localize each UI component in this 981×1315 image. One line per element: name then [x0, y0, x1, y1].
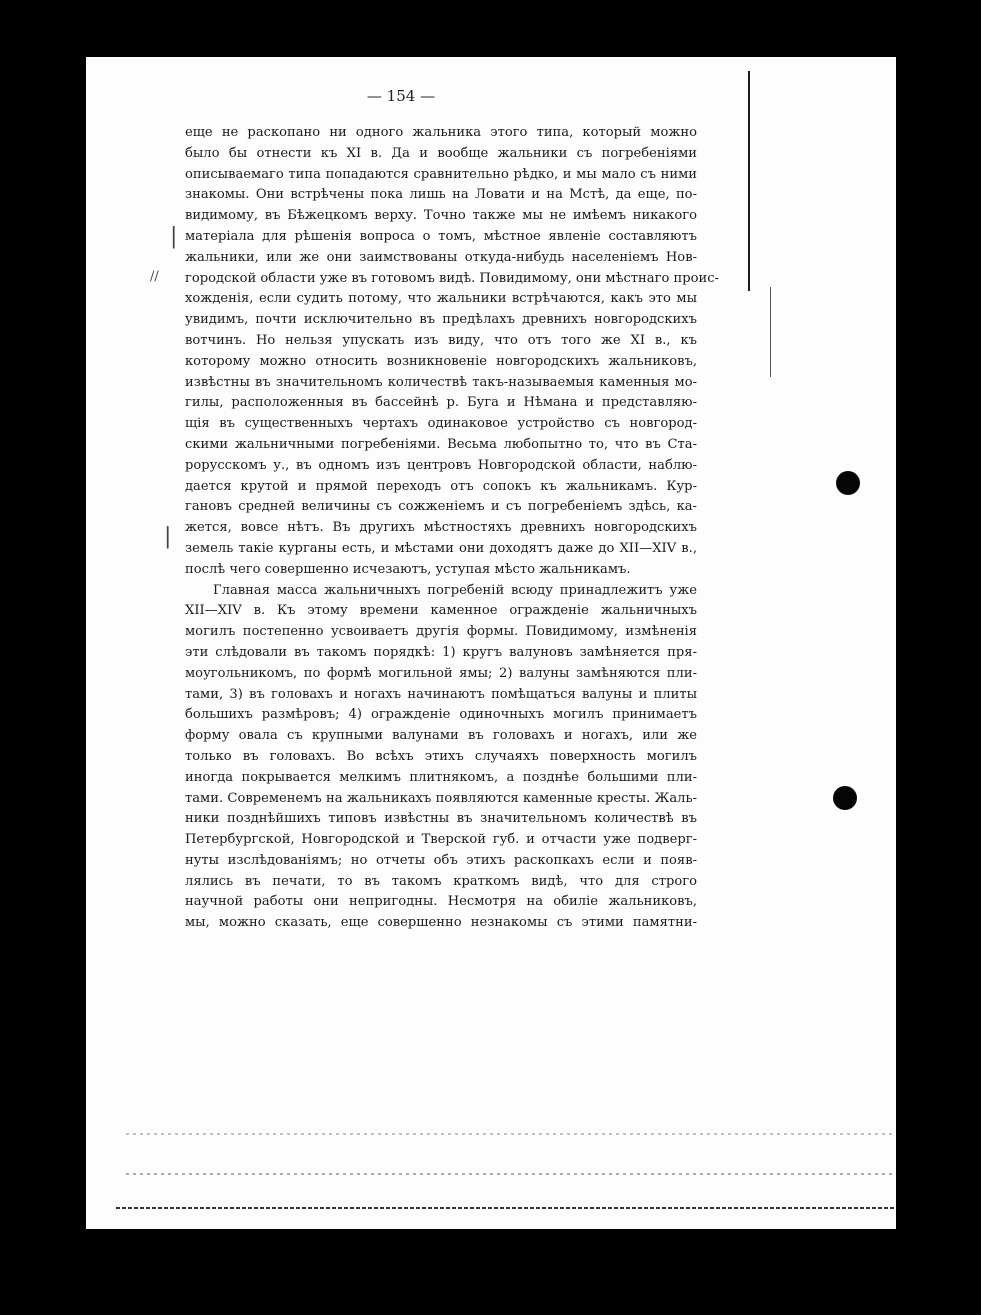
scan-artifact	[126, 1133, 896, 1135]
text-line: извѣстны въ значительномъ количествѣ такъ-называемыя каменныя мо-	[185, 374, 697, 390]
text-line: было бы отнести къ XI в. Да и вообще жальники съ погребеніями	[185, 145, 697, 161]
text-line: только въ головахъ. Во всѣхъ этихъ случаяхъ поверхность могилъ	[185, 748, 697, 764]
text-line: гановъ средней величины съ сожженіемъ и съ погребеніемъ здѣсь, ка-	[185, 499, 697, 515]
margin-annotation-bar-upper: |	[170, 224, 178, 249]
text-line: тами. Современемъ на жальникахъ появляются каменные кресты. Жаль-	[185, 790, 697, 806]
text-line: большихъ размѣровъ; 4) огражденіе одиночныхъ могилъ принимаетъ	[185, 707, 697, 723]
text-line: матеріала для рѣшенія вопроса о томъ, мѣстное явленіе составляютъ	[185, 228, 697, 244]
text-line: мы, можно сказать, еще совершенно незнакомы съ этими памятни-	[185, 915, 697, 931]
text-line: научной работы они непригодны. Несмотря на обиліе жальниковъ,	[185, 894, 697, 910]
margin-annotation: //	[150, 269, 159, 284]
body-text	[185, 123, 719, 934]
paragraph-2	[185, 581, 697, 935]
punch-hole	[833, 786, 857, 810]
text-line: еще не раскопано ни одного жальника этого типа, который можно	[185, 125, 697, 140]
text-line: земель такіе курганы есть, и мѣстами они доходятъ даже до XII—XIV в.,	[185, 540, 697, 556]
text-line: XII—XIV в. Къ этому времени каменное огражденіе жальничныхъ	[185, 603, 697, 619]
text-line: нуты изслѣдованіямъ; но отчеты объ этихъ раскопкахъ если и появ-	[185, 852, 697, 868]
document-page	[86, 57, 896, 1229]
text-line: моугольникомъ, по формѣ могильной ямы; 2) валуны замѣняются пли-	[185, 665, 697, 681]
text-line: Главная масса жальничныхъ погребеній всюду принадлежитъ уже	[213, 582, 697, 598]
text-line: форму овала съ крупными валунами въ головахъ и ногахъ, или же	[185, 728, 697, 744]
margin-annotation-bar: |	[164, 524, 172, 549]
text-line: могилъ постепенно усвоиваетъ другія формы. Повидимому, измѣненія	[185, 624, 697, 640]
text-line: послѣ чего совершенно исчезаютъ, уступая мѣсто жальникамъ.	[185, 561, 631, 577]
text-line: описываемаго типа попадаются сравнительно рѣдко, и мы мало съ ними	[185, 166, 697, 182]
page-number: — 154 —	[366, 87, 436, 105]
text-line: жальники, или же они заимствованы откуда-нибудь населеніемъ Нов-	[185, 249, 697, 265]
text-line: Петербургской, Новгородской и Тверской губ. и отчасти уже подверг-	[185, 832, 697, 848]
text-line: щія въ существенныхъ чертахъ одинаковое устройство съ новгород-	[185, 416, 697, 432]
text-line: лялись въ печати, то въ такомъ краткомъ видѣ, что для строго	[185, 873, 697, 889]
scan-artifact	[126, 1173, 896, 1175]
paragraph-1	[185, 123, 719, 581]
text-line: скими жальничными погребеніями. Весьма любопытно то, что въ Ста-	[185, 436, 697, 452]
punch-hole	[836, 471, 860, 495]
text-line: которому можно относить возникновеніе новгородскихъ жальниковъ,	[185, 353, 697, 369]
text-line: вотчинъ. Но нельзя упускать изъ виду, что отъ того же XI в., къ	[185, 332, 697, 348]
text-line: увидимъ, почти исключительно въ предѣлахъ древнихъ новгородскихъ	[185, 312, 697, 328]
margin-vertical-rule-lower	[770, 287, 771, 377]
text-line: гилы, расположенныя въ бассейнѣ р. Буга и Нѣмана и представляю-	[185, 395, 697, 411]
text-line: хожденія, если судить потому, что жальники встрѣчаются, какъ это мы	[185, 291, 697, 307]
text-line: дается крутой и прямой переходъ отъ сопокъ къ жальникамъ. Кур-	[185, 478, 697, 494]
text-line: знакомы. Они встрѣчены пока лишь на Ловати и на Мстѣ, да еще, по-	[185, 187, 697, 203]
text-line: иногда покрывается мелкимъ плитнякомъ, а позднѣе большими пли-	[185, 769, 697, 785]
text-line: городской области уже въ готовомъ видѣ. Повидимому, они мѣстнаго проис-	[185, 270, 719, 286]
text-line: тами, 3) въ головахъ и ногахъ начинаютъ помѣщаться валуны и плиты	[185, 686, 697, 702]
margin-vertical-rule	[748, 71, 750, 291]
text-line: видимому, въ Бѣжецкомъ верху. Точно также мы не имѣемъ никакого	[185, 208, 697, 224]
text-line: эти слѣдовали въ такомъ порядкѣ: 1) кругъ валуновъ замѣняется пря-	[185, 644, 697, 660]
text-line: жется, вовсе нѣтъ. Въ другихъ мѣстностяхъ древнихъ новгородскихъ	[185, 520, 697, 536]
text-line: ники позднѣйшихъ типовъ извѣстны въ значительномъ количествѣ въ	[185, 811, 697, 827]
text-line: рорусскомъ у., въ одномъ изъ центровъ Новгородской области, наблю-	[185, 457, 697, 473]
scan-artifact	[116, 1207, 896, 1209]
